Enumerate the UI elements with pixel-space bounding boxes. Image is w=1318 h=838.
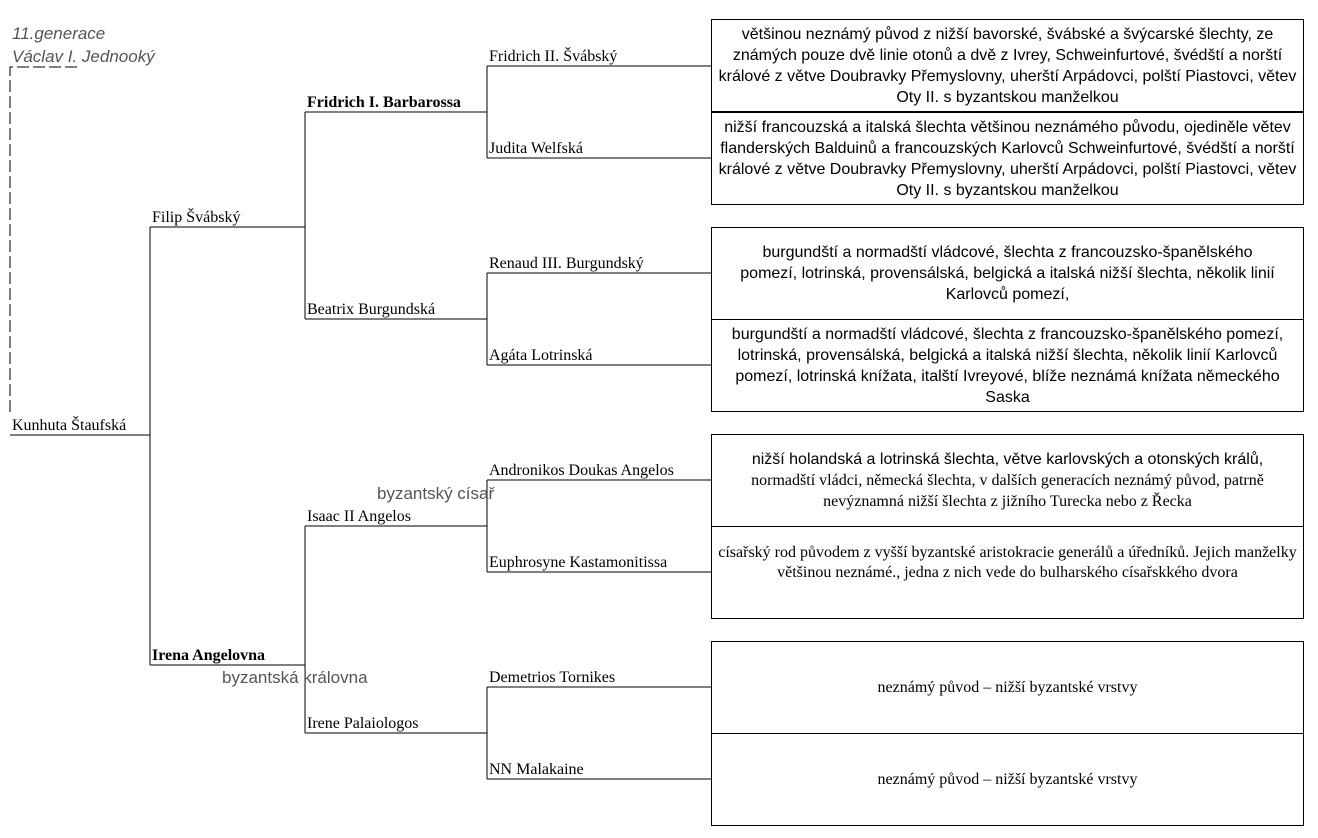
ancestor-label: Václav I. Jednooký: [12, 47, 155, 66]
origin-text-fmm: burgundští a normadští vládcové, šlechta z francouzsko-španělského pomezí, lotrinská, provensálská, belgická a italská nižší šlechta, několik linií Karlovců pomezí, lotrinská knížata, italští Ivreyové, blíže neznámá knížata německého Saska: [731, 325, 1284, 406]
origin-text-mff-a: nižší holandská a lotrinská šlechta, větve karlovských a otonských králů,: [751, 451, 1264, 468]
origin-text-mmf: neznámý původ – nižší byzantské vrstvy: [877, 678, 1138, 696]
ff-name: Fridrich I. Barbarossa: [307, 94, 461, 111]
origin-text-fmf: burgundští a normadští vládcové, šlechta z francouzsko-španělského pomezí, lotrinská, provensálská, belgická a italská nižší šlechta, několik linií Karlovců pomezí,: [740, 244, 1275, 303]
mm-name: Irene Palaiologos: [307, 715, 419, 732]
origin-box-fmm: [711, 319, 1304, 412]
origin-box-mmf: [711, 641, 1304, 734]
origin-text-mmm: neznámý původ – nižší byzantské vrstvy: [877, 770, 1138, 788]
mf-title: byzantský císař: [377, 484, 495, 503]
origin-box-fmf: [711, 227, 1304, 320]
fmm-name: Agáta Lotrinská: [489, 347, 593, 364]
generation-label: 11.generace: [12, 24, 106, 43]
origin-box-mmm: [711, 733, 1304, 826]
ffm-name: Judita Welfská: [489, 140, 583, 157]
origin-text-mff-b: normadští vládci, německá šlechta, v dalších generacích neznámý původ, patrně nevýznamná nižší šlechta z jižního Turecka nebo z Řecka: [751, 472, 1264, 510]
fm-name: Beatrix Burgundská: [307, 301, 436, 318]
origin-box-ffm: [711, 112, 1304, 205]
origin-box-fff: [711, 19, 1304, 112]
fff-name: Fridrich II. Švábský: [489, 48, 618, 65]
ancestor-dashed-link: [10, 67, 80, 412]
mf-name: Isaac II Angelos: [307, 508, 411, 525]
mfm-name: Euphrosyne Kastamonitissa: [489, 554, 668, 571]
origin-box-mfm: [711, 526, 1304, 619]
origin-box-mff: [711, 434, 1304, 527]
fmf-name: Renaud III. Burgundský: [489, 255, 644, 272]
mff-name: Andronikos Doukas Angelos: [489, 462, 674, 479]
mmm-name: NN Malakaine: [489, 761, 584, 778]
father-name: Filip Švábský: [152, 209, 241, 226]
origin-text-ffm: nižší francouzská a italská šlechta většinou neznámého původu, ojediněle větev flanderských Balduinů a francouzských Karlovců Schweinfurtové, švédští a norští králové z větve Doubravky Přemyslovny, uherští Arpádovci, polští Piastovci, větev Oty II. s byzantskou manželkou: [718, 118, 1297, 199]
mother-title: byzantská královna: [222, 668, 368, 687]
mother-name: Irena Angelovna: [152, 647, 266, 664]
mmf-name: Demetrios Tornikes: [489, 669, 616, 686]
origin-text-mfm: císařský rod původem z vyšší byzantské aristokracie generálů a úředníků. Jejich manželky většinou neznámé., jedna z nich vede do bulharského císařskkého dvora: [718, 544, 1297, 581]
origin-text-fff: většinou neznámý původ z nižší bavorské, švábské a švýcarské šlechty, ze známých pouze dvě linie otonů a dvě z Ivrey, Schweinfurtové, švédští a norští králové z větve Doubravky Přemyslovny, uherští Arpádovci, polští Piastovci, větev Oty II. s byzantskou manželkou: [718, 25, 1297, 106]
root-name: Kunhuta Štaufská: [12, 417, 127, 434]
